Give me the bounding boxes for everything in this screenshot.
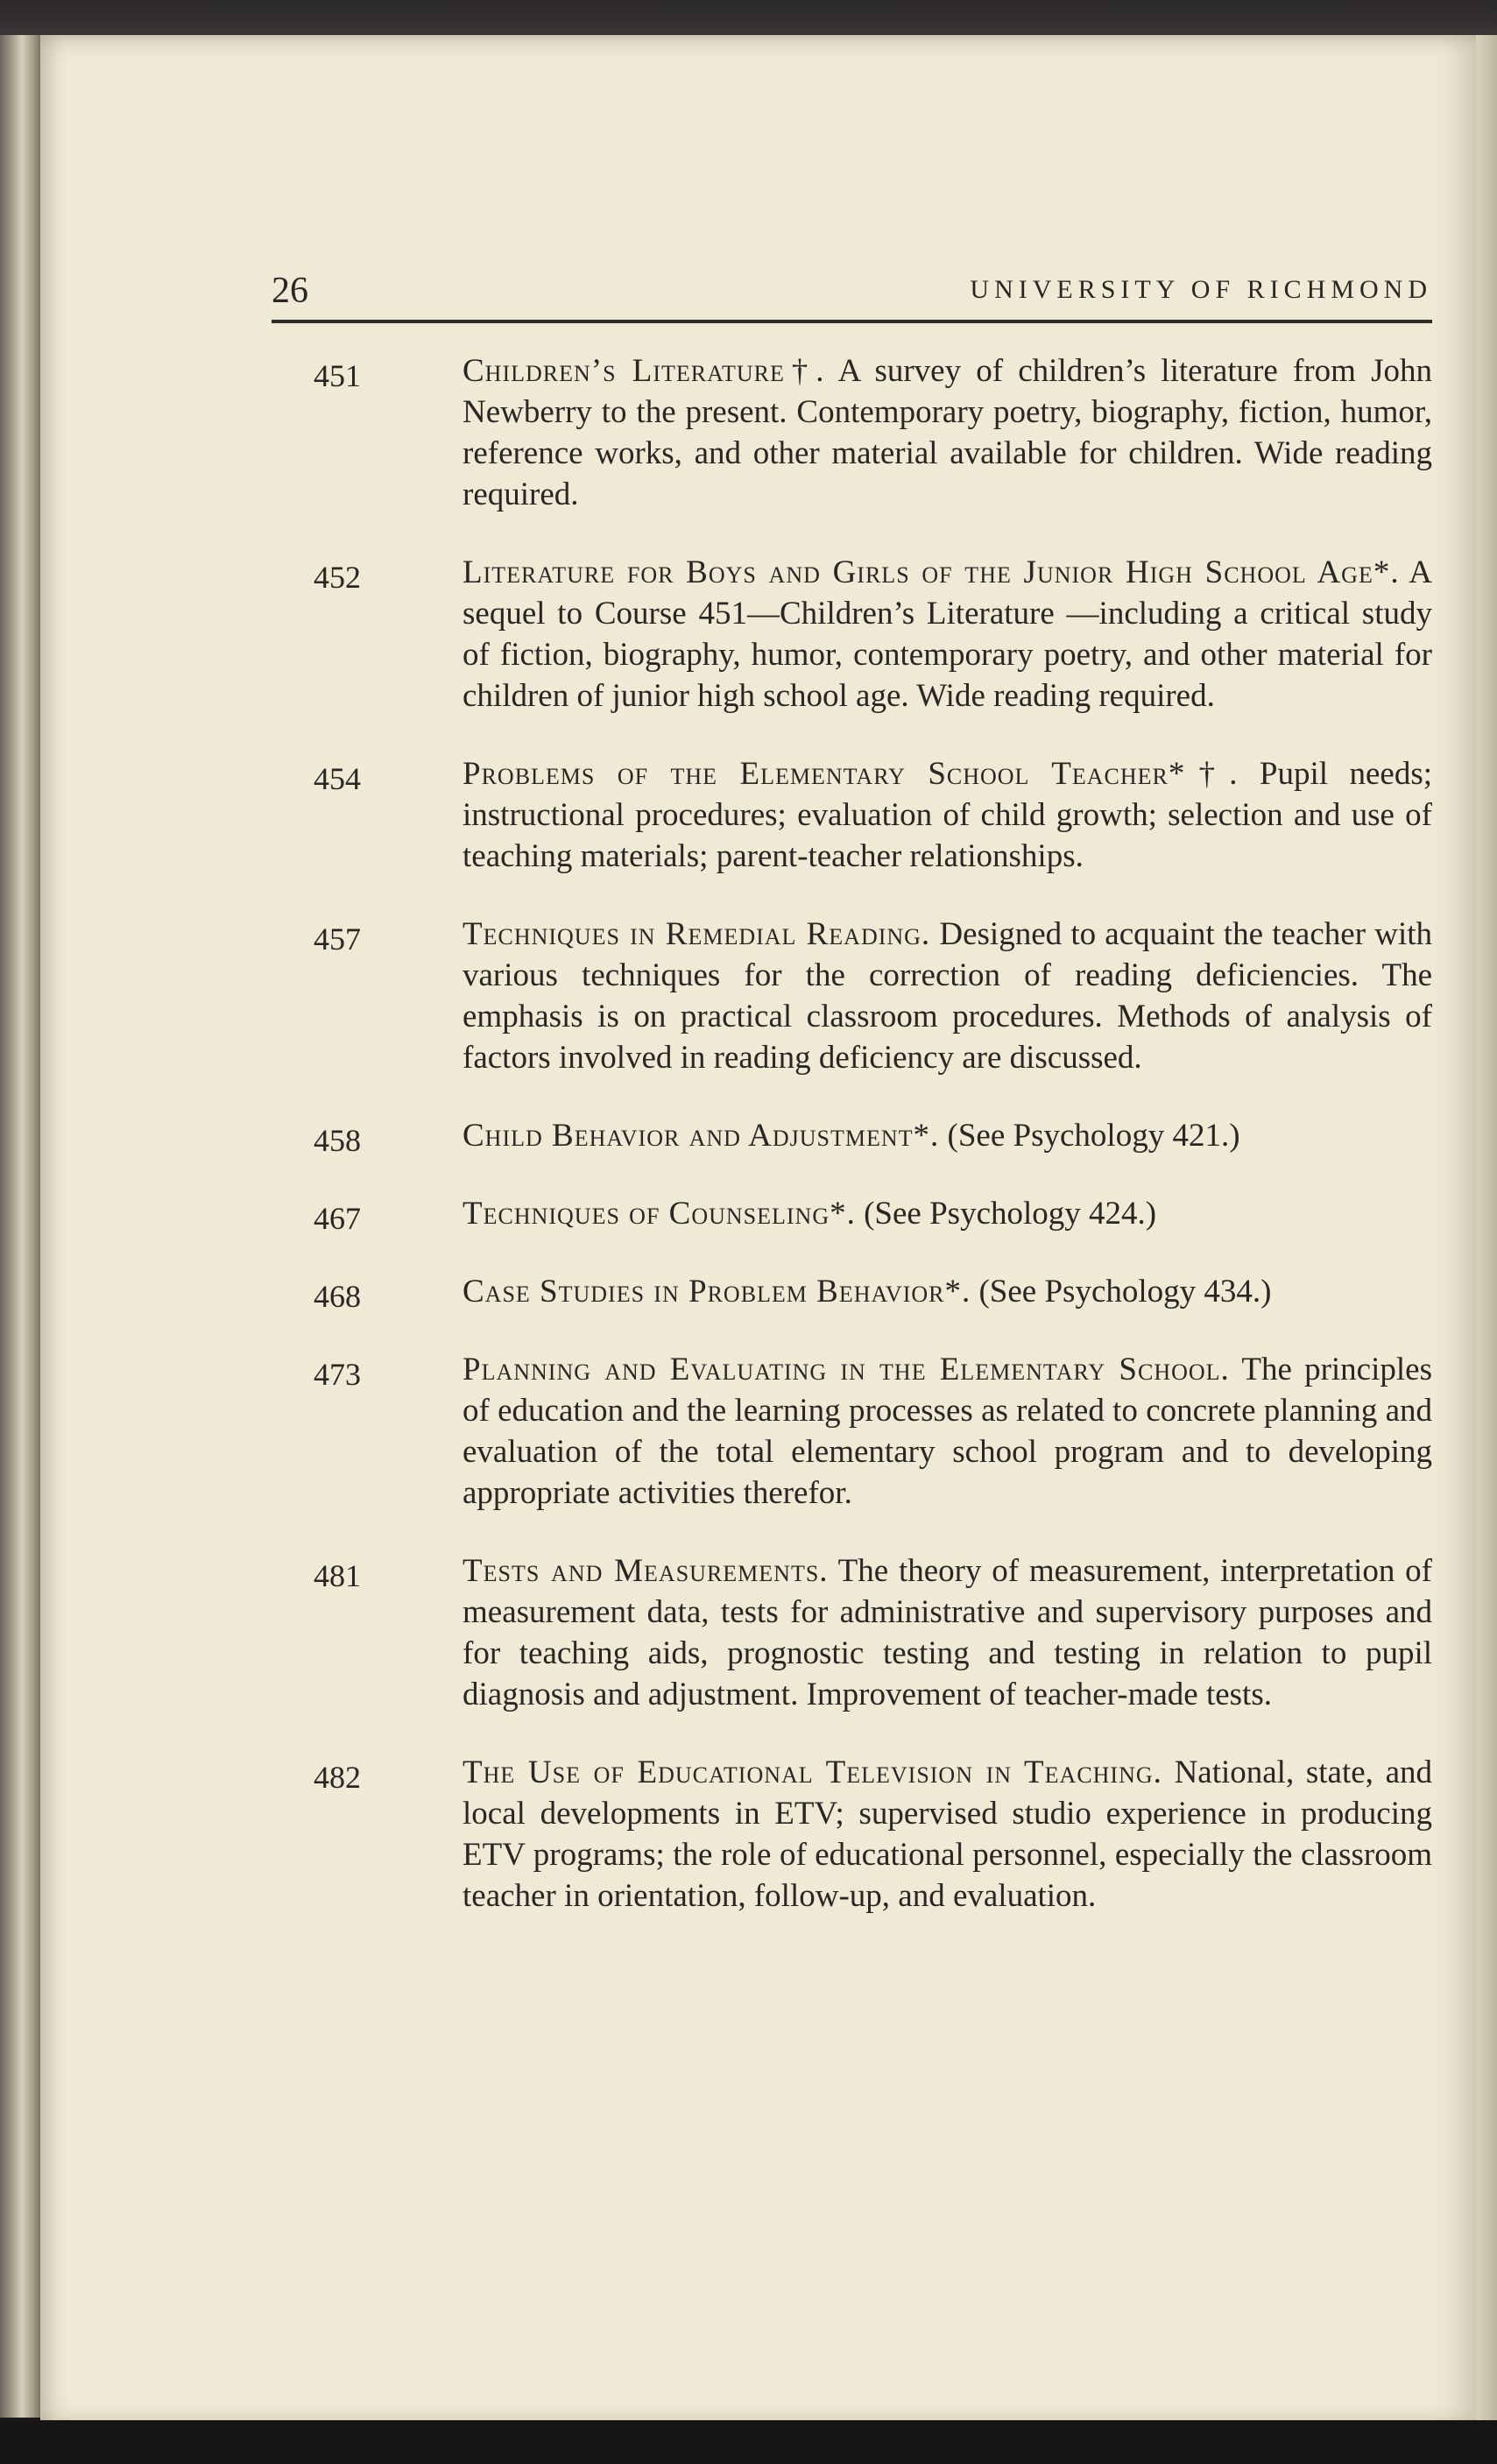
- course-list: [272, 350, 1432, 1953]
- course-description: (See Psychology 421.): [947, 1118, 1240, 1154]
- course-text: [463, 1193, 1432, 1234]
- course-description: Pupil needs; instructional procedures; evaluation of child growth; selection and use of teaching materials; parent-teacher relationships.: [463, 756, 1433, 874]
- scan-top-border: [0, 0, 1497, 35]
- course-description: The theory of measurement, interpretation of measurement data, tests for administrative and supervisory purposes and for teaching aids, prognostic testing and testing in relation to pupil diagnosis and adjustment. Improvement of teacher-made tests.: [463, 1553, 1433, 1712]
- course-text: [463, 552, 1432, 717]
- course-text: [463, 753, 1432, 877]
- course-number: 468: [314, 1279, 361, 1314]
- course-entry: [272, 1550, 1432, 1715]
- course-entry: [272, 1115, 1432, 1156]
- course-entry: [272, 1752, 1432, 1917]
- course-title: Children’s Literature†.: [463, 353, 825, 389]
- course-entry: [272, 552, 1432, 717]
- course-number: 452: [314, 560, 361, 595]
- course-description: National, state, and local developments in ETV; supervised studio experience in producing ETV programs; the role of educational personnel, especially the classroom teacher in orientation, follow-up, and evaluation.: [463, 1754, 1432, 1914]
- course-description: (See Psychology 424.): [864, 1196, 1157, 1232]
- course-title: Case Studies in Problem Behavior*.: [463, 1274, 971, 1310]
- course-description: A sequel to Course 451—Children’s Literature —including a critical study of fiction, biography, humor, contemporary poetry, and other material for children of junior high school age. Wide reading required.: [463, 554, 1432, 714]
- course-title: Child Behavior and Adjustment*.: [463, 1118, 940, 1154]
- scan-bottom-border: [0, 2420, 1497, 2464]
- course-title: Problems of the Elementary School Teacher*†.: [463, 756, 1239, 792]
- course-text: [463, 1349, 1432, 1514]
- course-entry: [272, 1193, 1432, 1234]
- page-number: 26: [272, 271, 308, 311]
- course-number: 454: [314, 761, 361, 796]
- course-number: 458: [314, 1123, 361, 1158]
- course-text: [463, 1752, 1432, 1917]
- course-number: 481: [314, 1558, 361, 1593]
- course-title: Techniques of Counseling*.: [463, 1196, 856, 1232]
- course-entry: [272, 914, 1432, 1078]
- course-text: [463, 1550, 1432, 1715]
- course-number: 451: [314, 358, 361, 393]
- course-number: 482: [314, 1760, 361, 1795]
- course-description: Designed to acquaint the teacher with various techniques for the correction of reading deficiencies. The emphasis is on practical classroom procedures. Methods of analysis of factors involved in reading deficiency are discussed.: [463, 916, 1433, 1076]
- course-number: 467: [314, 1201, 361, 1236]
- course-description: The principles of education and the learning processes as related to concrete planning and evaluation of the total elementary school program and to developing appropriate activities therefor.: [463, 1352, 1432, 1511]
- course-text: [463, 914, 1432, 1078]
- course-text: [463, 1271, 1432, 1312]
- course-title: Techniques in Remedial Reading.: [463, 916, 931, 952]
- course-number: 457: [314, 921, 361, 957]
- page-edge: [1476, 35, 1497, 2426]
- course-number: 473: [314, 1357, 361, 1392]
- course-description: A survey of children’s literature from John Newberry to the present. Contemporary poetry, biography, fiction, humor, reference works, and other material available for children. Wide reading required.: [463, 353, 1432, 512]
- book-spine: [0, 35, 40, 2418]
- course-title: The Use of Educational Television in Teaching.: [463, 1754, 1162, 1790]
- running-head: UNIVERSITY OF RICHMOND: [970, 275, 1432, 304]
- course-entry: [272, 753, 1432, 877]
- course-text: [463, 350, 1432, 515]
- course-text: [463, 1115, 1432, 1156]
- course-title: Literature for Boys and Girls of the Junior High School Age*.: [463, 554, 1400, 590]
- course-title: Tests and Measurements.: [463, 1553, 829, 1589]
- course-title: Planning and Evaluating in the Elementary School.: [463, 1352, 1230, 1387]
- course-entry: [272, 1349, 1432, 1514]
- page-header: [272, 263, 1432, 315]
- course-entry: [272, 1271, 1432, 1312]
- course-entry: [272, 350, 1432, 515]
- course-description: (See Psychology 434.): [978, 1274, 1272, 1310]
- header-rule: [272, 320, 1432, 323]
